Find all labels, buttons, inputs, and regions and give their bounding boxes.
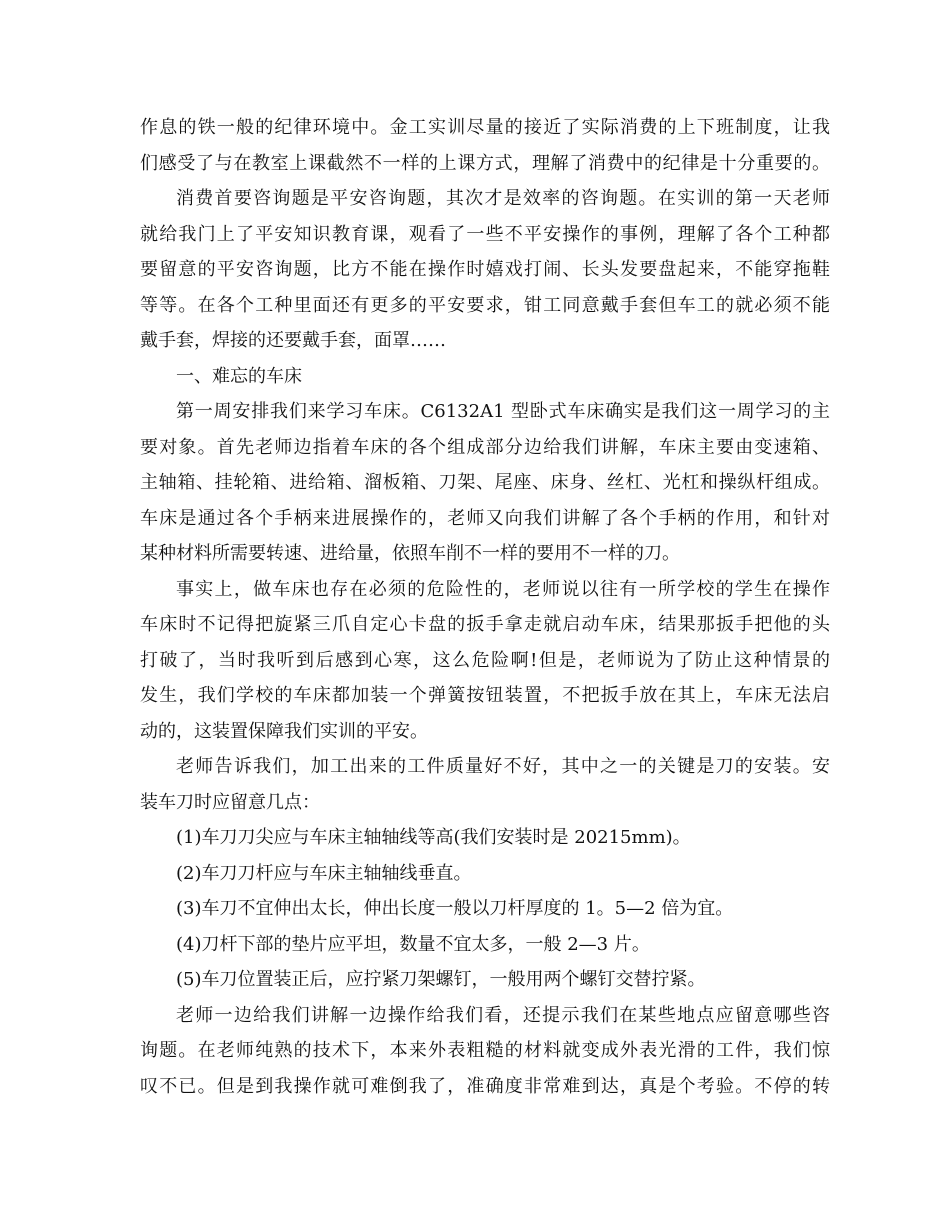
document-body [140, 110, 830, 1104]
text-line: 老师告诉我们，加工出来的工件质量好不好，其中之一的关键是刀的安装。安 [176, 756, 830, 777]
text-line: 要对象。首先老师边指着车床的各个组成部分边给我们讲解，车床主要由变速箱、 [140, 436, 830, 458]
text-line: (1)车刀刀尖应与车床主轴轴线等高(我们安装时是 20215mm)。 [176, 827, 691, 848]
text-line: 车床是通过各个手柄来进展操作的，老师又向我们讲解了各个手柄的作用，和针对 [140, 507, 830, 529]
text-line: (3)车刀不宜伸出太长，伸出长度一般以刀杆厚度的 1。5—2 倍为宜。 [176, 898, 734, 919]
text-line: 动的，这装置保障我们实训的平安。 [140, 720, 428, 742]
text-line: 事实上，做车床也存在必须的危险性的，老师说以往有一所学校的学生在操作 [176, 578, 830, 600]
text-line: 老师一边给我们讲解一边操作给我们看，还提示我们在某些地点应留意哪些咨 [176, 1004, 830, 1026]
text-line: 作息的铁一般的纪律环境中。金工实训尽量的接近了实际消费的上下班制度，让我 [140, 117, 830, 138]
text-line: (4)刀杆下部的垫片应平坦，数量不宜太多，一般 2—3 片。 [176, 933, 650, 955]
text-line: 就给我门上了平安知识教育课，观看了一些不平安操作的事例，理解了各个工种都 [140, 223, 830, 245]
text-line: 要留意的平安咨询题，比方不能在操作时嬉戏打闹、长头发要盘起来，不能穿拖鞋 [140, 259, 830, 280]
text-line: 装车刀时应留意几点： [140, 791, 320, 813]
text-line: 叹不已。但是到我操作就可难倒我了，准确度非常难到达，真是个考验。不停的转 [140, 1075, 830, 1097]
text-line: 主轴箱、挂轮箱、进给箱、溜板箱、刀架、尾座、床身、丝杠、光杠和操纵杆组成。 [140, 472, 830, 493]
text-line: 一、难忘的车床 [176, 365, 302, 387]
text-line: 第一周安排我们来学习车床。C6132A1 型卧式车床确实是我们这一周学习的主 [176, 401, 830, 422]
text-line: (2)车刀刀杆应与车床主轴轴线垂直。 [176, 862, 472, 884]
text-line: (5)车刀位置装正后，应拧紧刀架螺钉，一般用两个螺钉交替拧紧。 [176, 969, 706, 990]
text-line: 发生，我们学校的车床都加装一个弹簧按钮装置，不把扳手放在其上，车床无法启 [140, 685, 830, 706]
text-line: 等等。在各个工种里面还有更多的平安要求，钳工同意戴手套但车工的就必须不能 [140, 294, 830, 316]
text-line: 们感受了与在教室上课截然不一样的上课方式，理解了消费中的纪律是十分重要的。 [140, 152, 830, 174]
text-line: 车床时不记得把旋紧三爪自定心卡盘的扳手拿走就启动车床，结果那扳手把他的头 [140, 614, 830, 635]
text-line: 某种材料所需要转速、进给量，依照车削不一样的要用不一样的刀。 [140, 543, 680, 564]
text-line: 戴手套，焊接的还要戴手套，面罩…… [140, 330, 446, 351]
text-line: 询题。在老师纯熟的技术下，本来外表粗糙的材料就变成外表光滑的工件，我们惊 [140, 1040, 830, 1061]
text-line: 消费首要咨询题是平安咨询题，其次才是效率的咨询题。在实训的第一天老师 [176, 188, 830, 209]
text-line: 打破了，当时我听到后感到心寒，这么危险啊!但是，老师说为了防止这种情景的 [140, 649, 830, 671]
